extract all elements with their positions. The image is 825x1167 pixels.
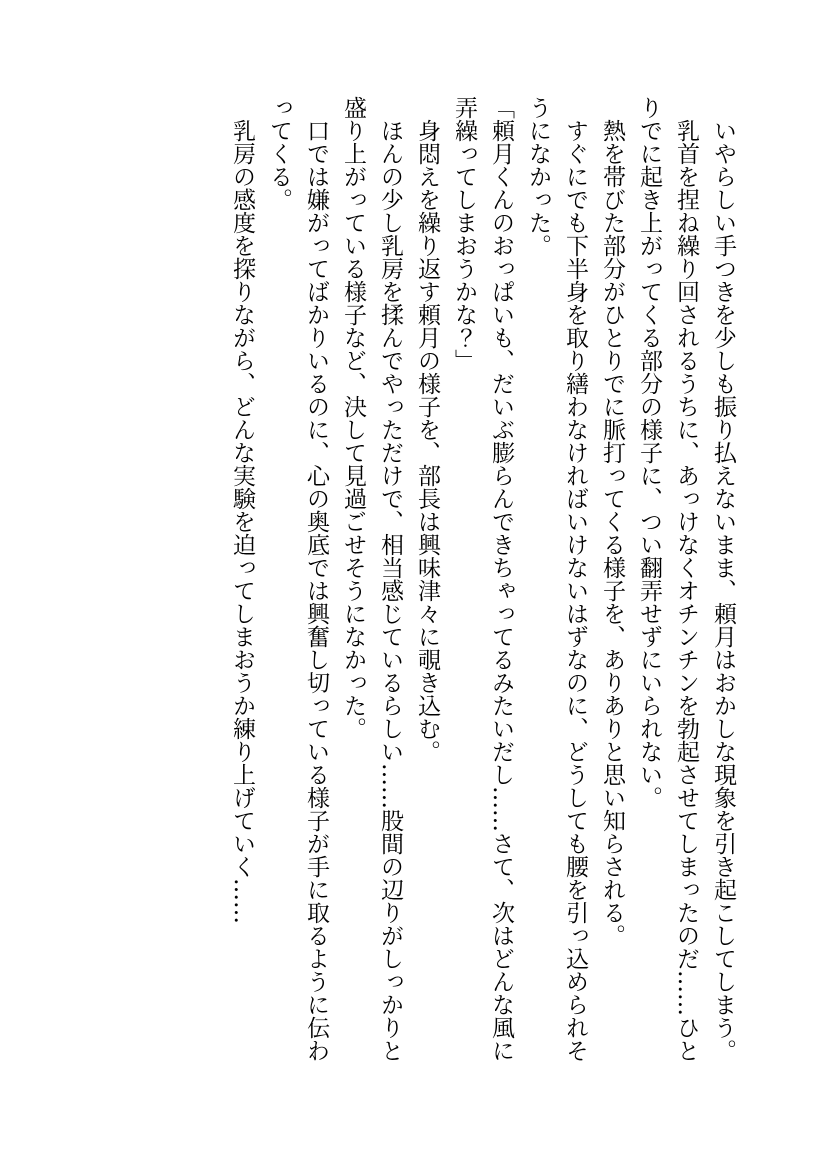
dialogue-paragraph: 「頼月くんのおっぱいも、だいぶ膨らんできちゃってるみたいだし……さて、次はどんな風に弄繰ってしまおうかな？」 bbox=[451, 96, 514, 1062]
vertical-text-flow bbox=[223, 96, 741, 1072]
paragraph: 熱を帯びた部分がひとりでに脈打ってくる様子を、ありありと思い知らされる。 bbox=[599, 96, 625, 947]
paragraph: すぐにでも下半身を取り繕わなければいけないはずなのに、どうしても腰を引っ込められそうになかった。 bbox=[525, 96, 588, 1062]
paragraph: 身悶えを繰り返す頼月の様子を、部長は興味津々に覗き込む。 bbox=[414, 96, 440, 763]
paragraph: 口では嫌がってばかりいるのに、心の奥底では興奮し切っている様子が手に取るように伝わってくる。 bbox=[266, 96, 329, 1062]
paragraph: いやらしい手つきを少しも振り払えないまま、頼月はおかしな現象を引き起こしてしまう。 bbox=[710, 96, 736, 1062]
paragraph: 乳首を捏ね繰り回されるうちに、あっけなくオチンチンを勃起させてしまったのだ……ひとりでに起き上がってくる部分の様子に、つい翻弄せずにいられない。 bbox=[636, 96, 699, 1062]
paragraph: ほんの少し乳房を揉んでやっただけで、相当感じているらしい……股間の辺りがしっかりと盛り上がっている様子など、決して見過ごせそうになかった。 bbox=[340, 96, 403, 1062]
paragraph: 乳房の感度を探りながら、どんな実験を迫ってしまおうか練り上げていく…… bbox=[229, 96, 255, 924]
